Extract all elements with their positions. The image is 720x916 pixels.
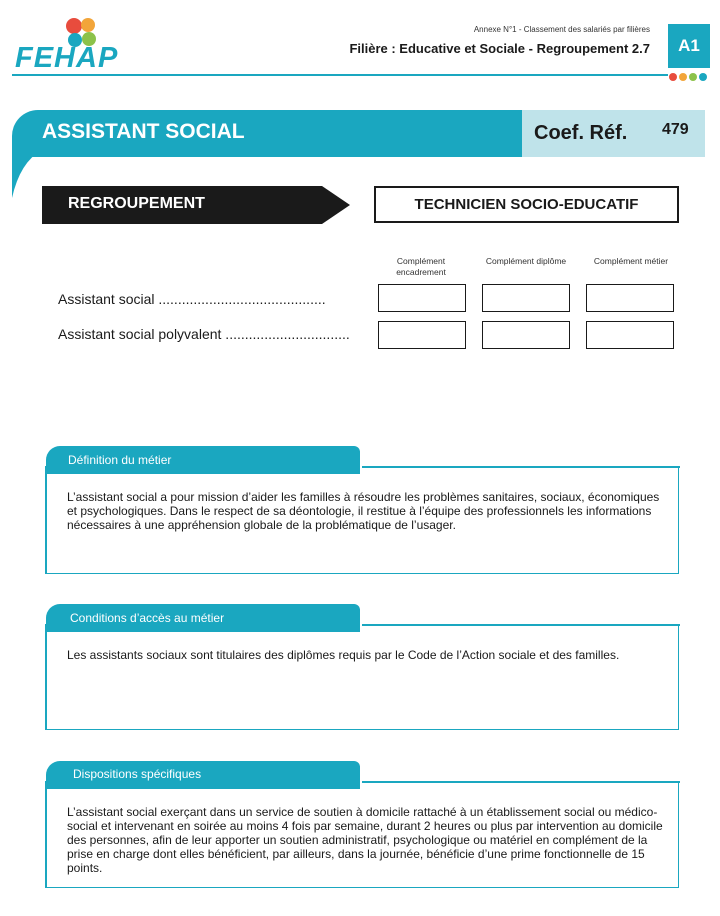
page-title: ASSISTANT SOCIAL xyxy=(42,120,245,143)
header-divider xyxy=(12,74,668,76)
coef-label: Coef. Réf. xyxy=(534,122,628,144)
section-body-definition: L’assistant social a pour mission d’aider les familles à résoudre les problèmes sanitaires, sociaux, économiques et psychologiques. Dans le respect de sa déontologie, il restitue à l’équipe des professionnels les informations nécessaires à une appréhension globale de la problématique de l’usager. xyxy=(67,490,660,532)
section-title-dispositions: Dispositions spécifiques xyxy=(73,767,202,781)
title-band-tail xyxy=(12,150,42,198)
section-box-definition xyxy=(45,466,679,574)
color-dot-green xyxy=(689,73,697,81)
regroupement-label: REGROUPEMENT xyxy=(68,195,205,212)
complement-box-diplome xyxy=(482,321,570,349)
logo-text: FEHAP xyxy=(15,42,119,74)
complement-box-metier xyxy=(586,321,674,349)
complement-box-encadrement xyxy=(378,284,466,312)
complement-header-metier: Complément métier xyxy=(593,256,669,266)
section-box-conditions xyxy=(45,624,679,730)
complement-box-encadrement xyxy=(378,321,466,349)
color-dot-red xyxy=(669,73,677,81)
section-title-definition: Définition du métier xyxy=(68,453,172,467)
coef-value: 479 xyxy=(662,121,689,138)
color-dot-orange xyxy=(679,73,687,81)
regroupement-value: TECHNICIEN SOCIO-EDUCATIF xyxy=(374,186,679,223)
color-dot-blue xyxy=(699,73,707,81)
complement-box-metier xyxy=(586,284,674,312)
filiere-title: Filière : Educative et Sociale - Regroupement 2.7 xyxy=(349,41,650,56)
section-title-conditions: Conditions d’accès au métier xyxy=(70,611,225,625)
complement-header-encadrement: Complément encadrement xyxy=(396,256,446,277)
section-body-conditions: Les assistants sociaux sont titulaires des diplômes requis par le Code de l’Action sociale et des familles. xyxy=(67,648,620,662)
page-code-badge: A1 xyxy=(668,24,710,68)
section-box-dispositions xyxy=(45,781,679,888)
row-label-assistant-social: Assistant social ........................................... xyxy=(58,291,326,307)
complement-box-diplome xyxy=(482,284,570,312)
complement-header-diplome: Complément diplôme xyxy=(485,256,567,266)
row-label-assistant-social-polyvalent: Assistant social polyvalent ................................ xyxy=(58,326,350,342)
section-body-dispositions: L’assistant social exerçant dans un service de soutien à domicile rattaché à un établissement social ou médico-social et intervenant en soirée au moins 4 fois par semaine, durant 2 heures ou plus par intervention au domicile des personnes, afin de leur apporter un soutien administratif, psychologique ou matériel en complément de la prise en charge dont elles bénéficient, par ailleurs, dans la journée, bénéficie d’une prime fonctionnelle de 15 points. xyxy=(67,805,663,875)
annex-label: Annexe N°1 - Classement des salariés par filières xyxy=(473,25,650,34)
